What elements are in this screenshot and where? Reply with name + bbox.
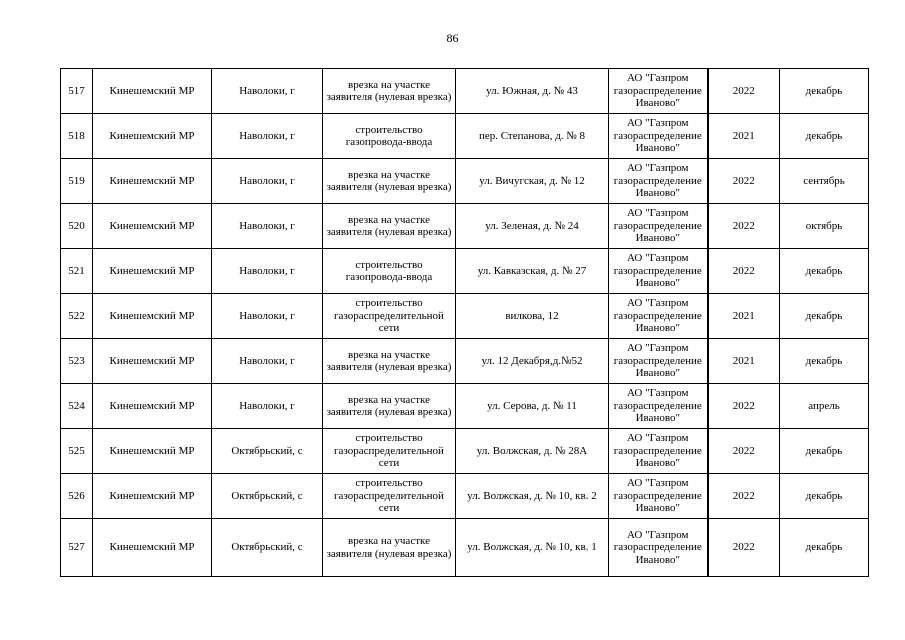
operator-cell: АО "Газпром газораспределение Иваново"	[609, 204, 708, 249]
row-number: 518	[61, 114, 93, 159]
month-cell: сентябрь	[780, 159, 869, 204]
settlement-cell: Наволоки, г	[212, 384, 323, 429]
month-cell: декабрь	[780, 429, 869, 474]
work-type-cell: врезка на участке заявителя (нулевая врезка)	[323, 204, 456, 249]
work-type-cell: врезка на участке заявителя (нулевая врезка)	[323, 519, 456, 577]
row-number: 525	[61, 429, 93, 474]
work-type-cell: врезка на участке заявителя (нулевая врезка)	[323, 339, 456, 384]
operator-cell: АО "Газпром газораспределение Иваново"	[609, 384, 708, 429]
address-cell: пер. Степанова, д. № 8	[456, 114, 609, 159]
address-cell: вилкова, 12	[456, 294, 609, 339]
address-cell: ул. Волжская, д. № 28А	[456, 429, 609, 474]
row-number: 520	[61, 204, 93, 249]
row-number: 519	[61, 159, 93, 204]
address-cell: ул. Волжская, д. № 10, кв. 1	[456, 519, 609, 577]
year-cell: 2021	[708, 339, 780, 384]
row-number: 526	[61, 474, 93, 519]
year-cell: 2022	[708, 384, 780, 429]
address-cell: ул. Вичугская, д. № 12	[456, 159, 609, 204]
address-cell: ул. 12 Декабря,д.№52	[456, 339, 609, 384]
table-row	[61, 519, 869, 577]
row-number: 521	[61, 249, 93, 294]
address-cell: ул. Южная, д. № 43	[456, 69, 609, 114]
district-cell: Кинешемский МР	[93, 159, 212, 204]
district-cell: Кинешемский МР	[93, 114, 212, 159]
table-row	[61, 204, 869, 249]
year-cell: 2022	[708, 519, 780, 577]
settlement-cell: Октябрьский, с	[212, 519, 323, 577]
work-type-cell: врезка на участке заявителя (нулевая врезка)	[323, 384, 456, 429]
year-cell: 2022	[708, 204, 780, 249]
row-number: 522	[61, 294, 93, 339]
operator-cell: АО "Газпром газораспределение Иваново"	[609, 69, 708, 114]
row-number: 527	[61, 519, 93, 577]
settlement-cell: Наволоки, г	[212, 249, 323, 294]
operator-cell: АО "Газпром газораспределение Иваново"	[609, 114, 708, 159]
settlement-cell: Октябрьский, с	[212, 429, 323, 474]
table-row	[61, 159, 869, 204]
district-cell: Кинешемский МР	[93, 69, 212, 114]
district-cell: Кинешемский МР	[93, 339, 212, 384]
month-cell: октябрь	[780, 204, 869, 249]
month-cell: декабрь	[780, 69, 869, 114]
settlement-cell: Октябрьский, с	[212, 474, 323, 519]
district-cell: Кинешемский МР	[93, 384, 212, 429]
year-cell: 2021	[708, 294, 780, 339]
year-cell: 2022	[708, 249, 780, 294]
month-cell: декабрь	[780, 114, 869, 159]
month-cell: декабрь	[780, 249, 869, 294]
district-cell: Кинешемский МР	[93, 204, 212, 249]
month-cell: декабрь	[780, 474, 869, 519]
settlement-cell: Наволоки, г	[212, 159, 323, 204]
settlement-cell: Наволоки, г	[212, 69, 323, 114]
year-cell: 2022	[708, 429, 780, 474]
operator-cell: АО "Газпром газораспределение Иваново"	[609, 429, 708, 474]
row-number: 517	[61, 69, 93, 114]
work-type-cell: врезка на участке заявителя (нулевая врезка)	[323, 69, 456, 114]
operator-cell: АО "Газпром газораспределение Иваново"	[609, 159, 708, 204]
work-type-cell: строительство газораспределительной сети	[323, 294, 456, 339]
row-number: 523	[61, 339, 93, 384]
district-cell: Кинешемский МР	[93, 429, 212, 474]
address-cell: ул. Зеленая, д. № 24	[456, 204, 609, 249]
work-type-cell: строительство газопровода-ввода	[323, 114, 456, 159]
table-row	[61, 429, 869, 474]
month-cell: декабрь	[780, 339, 869, 384]
year-cell: 2022	[708, 159, 780, 204]
month-cell: декабрь	[780, 519, 869, 577]
table-row	[61, 339, 869, 384]
table-row	[61, 249, 869, 294]
operator-cell: АО "Газпром газораспределение Иваново"	[609, 474, 708, 519]
work-type-cell: строительство газораспределительной сети	[323, 474, 456, 519]
district-cell: Кинешемский МР	[93, 519, 212, 577]
year-cell: 2021	[708, 114, 780, 159]
operator-cell: АО "Газпром газораспределение Иваново"	[609, 339, 708, 384]
operator-cell: АО "Газпром газораспределение Иваново"	[609, 294, 708, 339]
district-cell: Кинешемский МР	[93, 474, 212, 519]
table-row	[61, 384, 869, 429]
month-cell: декабрь	[780, 294, 869, 339]
district-cell: Кинешемский МР	[93, 294, 212, 339]
work-type-cell: строительство газопровода-ввода	[323, 249, 456, 294]
operator-cell: АО "Газпром газораспределение Иваново"	[609, 519, 708, 577]
row-number: 524	[61, 384, 93, 429]
address-cell: ул. Волжская, д. № 10, кв. 2	[456, 474, 609, 519]
month-cell: апрель	[780, 384, 869, 429]
district-cell: Кинешемский МР	[93, 249, 212, 294]
table-row	[61, 114, 869, 159]
operator-cell: АО "Газпром газораспределение Иваново"	[609, 249, 708, 294]
work-type-cell: врезка на участке заявителя (нулевая врезка)	[323, 159, 456, 204]
settlement-cell: Наволоки, г	[212, 339, 323, 384]
year-cell: 2022	[708, 474, 780, 519]
settlement-cell: Наволоки, г	[212, 114, 323, 159]
settlement-cell: Наволоки, г	[212, 204, 323, 249]
address-cell: ул. Серова, д. № 11	[456, 384, 609, 429]
table-row	[61, 69, 869, 114]
table-row	[61, 474, 869, 519]
page-number: 86	[446, 31, 459, 45]
address-cell: ул. Кавказская, д. № 27	[456, 249, 609, 294]
gasification-table	[60, 68, 869, 577]
settlement-cell: Наволоки, г	[212, 294, 323, 339]
table-row	[61, 294, 869, 339]
work-type-cell: строительство газораспределительной сети	[323, 429, 456, 474]
year-cell: 2022	[708, 69, 780, 114]
